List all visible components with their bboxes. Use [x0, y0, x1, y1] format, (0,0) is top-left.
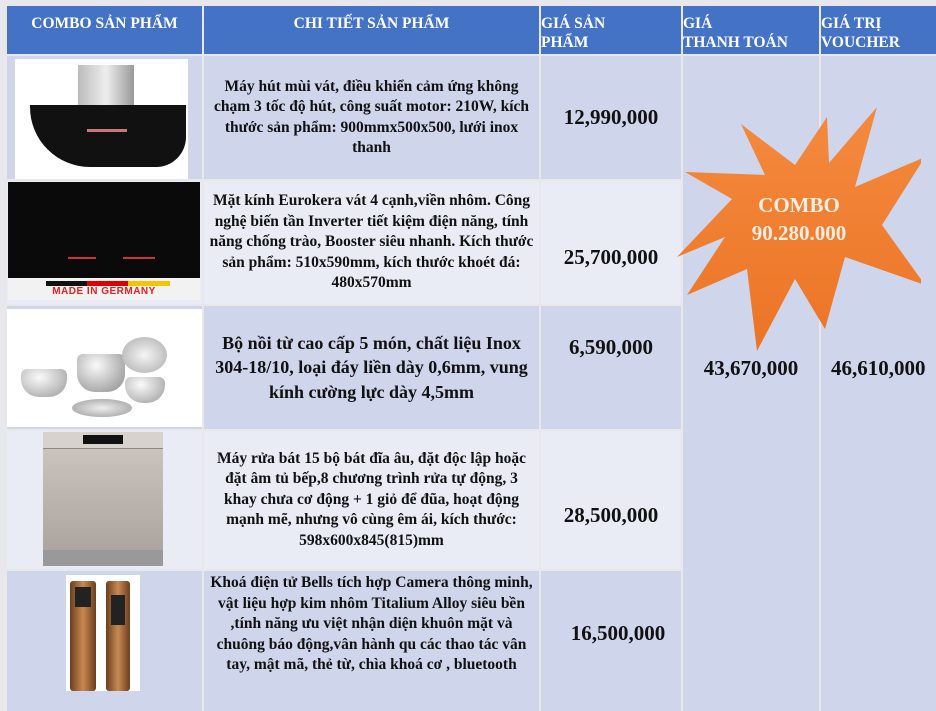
- header-price-l2: PHẨM: [541, 34, 589, 51]
- lock-keypad: [111, 595, 125, 625]
- dishwasher-kickplate: [43, 550, 163, 566]
- header-voucher: [821, 6, 936, 54]
- header-payment-l1: GIÁ: [683, 15, 713, 32]
- lock-back-panel: [106, 581, 130, 691]
- header-combo-label: COMBO SẢN PHẨM: [31, 15, 178, 32]
- dishwasher-display: [83, 435, 123, 444]
- row-2-detail: [204, 181, 539, 304]
- hood-glass-panel: [30, 105, 186, 167]
- row-2-detail-text: Mặt kính Eurokera vát 4 cạnh,viền nhôm. Công nghệ biến tần Inverter tiết kiệm điện năng, tính năng chống trào, Booster siêu nhanh. Kích thước sản phẩm: 510x590mm, kích thước khoét đá: 480x570mm: [209, 192, 534, 292]
- header-price-l1: GIÁ SẢN: [541, 15, 606, 32]
- row-4-price-text: 28,500,000: [563, 502, 659, 527]
- steamer-lid: [122, 337, 167, 373]
- row-1-price: [541, 56, 681, 179]
- dishwasher-control-panel: [43, 432, 163, 449]
- hood-chimney: [78, 65, 134, 109]
- row-3-detail-text: Bộ nồi từ cao cấp 5 món, chất liệu Inox 304-18/10, loại đáy liền dày 0,6mm, vung kính cường lực dày 4,5mm: [215, 332, 528, 402]
- row-5-detail-text: Khoá điện tử Bells tích hợp Camera thông minh, vật liệu hợp kim nhôm Titalium Alloy siêu bền ,tính năng ưu việt nhận diện khuôn mặt và chuông báo động,vân hành qu các thao tác vân tay, mật mã, thẻ từ, chìa khoá cơ , bluetooth: [210, 574, 533, 673]
- range-hood-image: [15, 59, 188, 179]
- header-payment: [683, 6, 819, 54]
- row-4-detail: [204, 431, 539, 569]
- hood-touch-controls: [87, 129, 127, 132]
- pot-small: [21, 369, 67, 397]
- header-combo: [7, 6, 202, 54]
- smart-door-lock-image: [66, 575, 140, 691]
- combo-badge: [677, 97, 921, 341]
- row-1-detail-text: Máy hút mùi vát, điều khiển cảm ứng không chạm 3 tốc độ hút, công suất motor: 210W, kích thước sản phẩm: 900mmx500x500, lưới inox thanh: [213, 77, 530, 156]
- frying-pan: [72, 399, 132, 417]
- row-2-price: [541, 181, 681, 304]
- row-2-price-text: 25,700,000: [563, 245, 659, 269]
- row-3-price: [541, 306, 681, 429]
- combo-payment-price-text: 43,670,000: [703, 356, 799, 380]
- row-1-price-text: 12,990,000: [563, 105, 659, 129]
- pot-large: [77, 354, 125, 392]
- induction-hob-image: [8, 182, 200, 300]
- header-voucher-l2: VOUCHER: [821, 34, 900, 51]
- row-3-price-text: 6,590,000: [569, 335, 653, 359]
- lock-front-panel: [70, 581, 96, 691]
- made-in-germany-caption: MADE IN GERMANY: [52, 286, 156, 297]
- combo-badge-title: COMBO: [758, 193, 840, 217]
- lock-camera-screen: [75, 587, 91, 607]
- row-1-detail: [204, 56, 539, 179]
- hob-surface: [8, 182, 200, 278]
- dishwasher-image: [43, 432, 163, 566]
- row-3-detail: [204, 306, 539, 429]
- cookware-set-image: [7, 309, 202, 427]
- header-voucher-l1: GIÁ TRỊ: [821, 15, 882, 32]
- row-5-detail: [204, 571, 539, 711]
- row-4-price: [541, 431, 681, 569]
- header-price: [541, 6, 681, 54]
- header-detail: [204, 6, 539, 54]
- row-5-price-text: 16,500,000: [570, 621, 666, 645]
- header-payment-l2: THANH TOÁN: [683, 34, 788, 51]
- row-5-price: [541, 571, 681, 711]
- hob-control-right: [123, 257, 155, 259]
- hob-control-left: [68, 257, 96, 259]
- combo-badge-price: 90.280.000: [751, 221, 847, 245]
- row-4-detail-text: Máy rửa bát 15 bộ bát đĩa âu, đặt độc lập hoặc đặt âm tủ bếp,8 chương trình rửa tự động, 3 khay chưa cơ động + 1 giỏ để đũa, hoạt động mạnh mẽ, nhưng vô cùng êm ái, kích thước: 598x600x845(815)mm: [216, 449, 526, 549]
- combo-voucher-value-text: 46,610,000: [831, 356, 926, 380]
- header-detail-label: CHI TIẾT SẢN PHẨM: [293, 15, 450, 32]
- saucepan: [125, 377, 165, 403]
